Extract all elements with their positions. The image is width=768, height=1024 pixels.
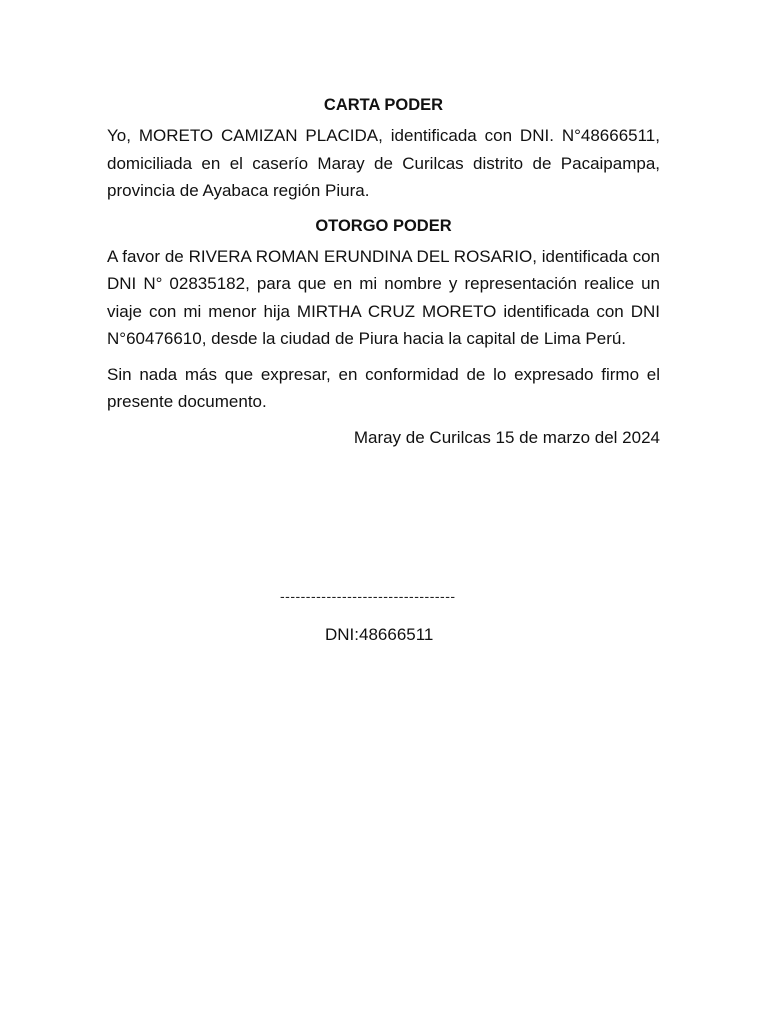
grantor-paragraph: Yo, MORETO CAMIZAN PLACIDA, identificada con DNI. N°48666511, domiciliada en el caserío Maray de Curilcas distrito de Pacaipampa, provincia de Ayabaca región Piura. [107,126,660,200]
place-date: Maray de Curilcas 15 de marzo del 2024 [353,427,660,447]
grantee-paragraph: A favor de RIVERA ROMAN ERUNDINA DEL ROSARIO, identificada con DNI N° 02835182, para que en mi nombre y representación realice un viaje con mi menor hija MIRTHA CRUZ MORETO identificada con DNI N°60476610, desde la ciudad de Piura hacia la capital de Lima Perú. [107,246,660,348]
closing-paragraph: Sin nada más que expresar, en conformidad de lo expresado firmo el presente documento. [107,364,660,411]
signature-line: ---------------------------------- [280,588,456,604]
section-heading: OTORGO PODER [315,216,452,235]
document-title: CARTA PODER [323,96,444,114]
signature-dni: DNI:48666511 [325,625,434,644]
document-body [107,92,660,451]
